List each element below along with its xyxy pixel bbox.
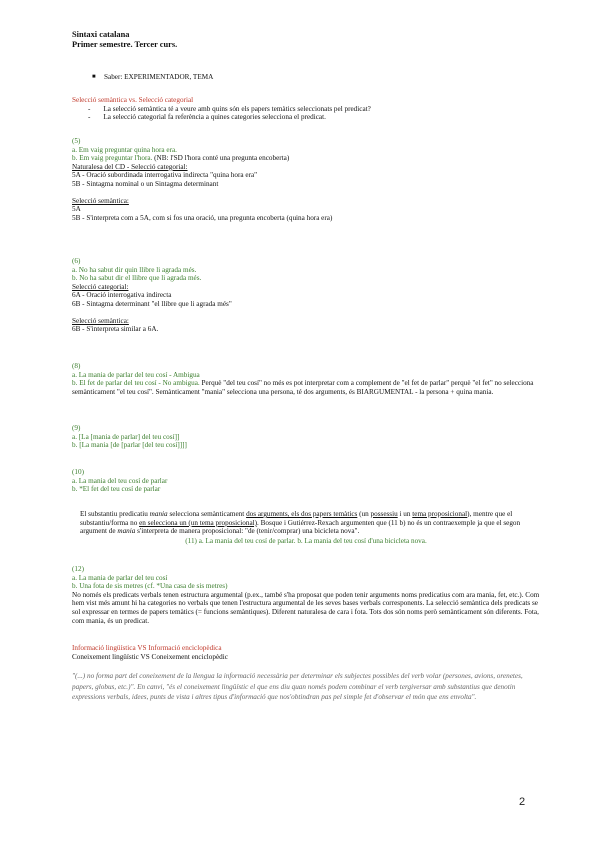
- section-title: Informació lingüística VS Informació enciclopèdica: [72, 644, 222, 652]
- example-b: b. No ha sabut dir el llibre que li agrada més.: [72, 274, 202, 283]
- example-6: [72, 257, 540, 334]
- example-number: (12): [72, 565, 84, 573]
- document-header: [72, 30, 540, 50]
- example-b: b. Una fota de sis metres (cf. *Una casa de sis metres): [72, 582, 228, 591]
- example-9: [72, 424, 540, 450]
- example-number: (9): [72, 424, 81, 432]
- example-a: a. No ha sabut dir quin llibre li agrada més.: [72, 265, 197, 274]
- subheading: Naturalesa del CD - Selecció categorial:: [72, 162, 188, 171]
- subheading: Selecció semàntica:: [72, 316, 129, 325]
- example-a: a. [La [mania de parlar] del teu cosí]]: [72, 432, 180, 441]
- quote: "(...) no forma part del coneixement de la llengua la informació necessària per determinar els subjectes possibles del verb volar (persones, avions, orenetes, papers, globus, etc.)". En canvi, "és el coneixement lingüístic el que ens diu quan només podem combinar el verb tergiversar amb substantius que denotin expressions verbals, idees, punts de vista i altres tipus d'informació que nos'obtindran pas pel simple fet d'observar el món que ens envolta".: [72, 672, 523, 702]
- section-semantic-vs-categorial: [72, 96, 540, 122]
- section-linguistic-vs-encyclopedic: [72, 644, 540, 703]
- section-title: Selecció semàntica vs. Selecció categorial: [72, 96, 194, 104]
- example-b: b. Em vaig preguntar l'hora. (NB: l'SD l'hora conté una pregunta encoberta): [72, 154, 290, 163]
- example-number: (10): [72, 468, 84, 476]
- example-8: [72, 362, 540, 396]
- subheading: Selecció semàntica:: [72, 196, 129, 205]
- list-item: - La selecció semàntica té a veure amb quins són els papers temàtics seleccionats pel predicat?: [88, 104, 371, 113]
- example-5: [72, 137, 540, 222]
- line: 6B - S'interpreta similar a 6A.: [72, 325, 159, 334]
- example-b: b. El fet de parlar del teu cosí - No ambigua. Perquè "del teu cosí" no més es pot interpretar com a complement de "el fet de parlar" perquè "el fet" no selecciona semànticament "el teu cosí". Semànticament "mania" selecciona una persona, té dos arguments, és BIARGUMENTAL - la persona + quina mania.: [72, 379, 534, 396]
- line: 5B - Sintagma nominal o un Sintagma determinant: [72, 179, 219, 188]
- example-b: b. [La mania [de [parlar [del teu cosí]]]]: [72, 441, 187, 450]
- example-a: a. La mania de parlar del teu cosí: [72, 573, 168, 582]
- line: 6A - Oració interrogativa indirecta: [72, 291, 172, 300]
- example-a: a. La mania del teu cosí de parlar: [72, 476, 168, 485]
- course-title: Sintaxi catalana: [72, 30, 130, 39]
- line: 5A: [72, 205, 81, 214]
- dash-icon: -: [88, 113, 91, 122]
- bullet-list: [72, 73, 540, 82]
- example-number: (5): [72, 137, 81, 145]
- page-number: 2: [519, 796, 526, 808]
- example-number: (8): [72, 362, 81, 370]
- example-a: a. Em vaig preguntar quina hora era.: [72, 145, 177, 154]
- example-11: (11) a. La mania del teu cosí de parlar. b. La mania del teu cosí d'una bicicleta nova.: [185, 536, 427, 545]
- paragraph: No només els predicats verbals tenen estructura argumental (p.ex., també s'ha proposat que poden tenir arguments noms predicatius com ara mania, fet, etc.). Com hem vist més amunt hi ha categories no verbals que tenen l'estructura argumental de les seves bases verbals corresponents. La selecció semàntica dels predicats se sol expressar en termes de papers temàtics (= funcions semàntiques). Diferent naturalesa de cara i fota. Tots dos són noms però semànticament són diferents. Fota, com mania, és un predicat.: [72, 590, 540, 625]
- example-12: [72, 565, 540, 625]
- example-a: a. La mania de parlar del teu cosí - Ambigua: [72, 370, 200, 379]
- dash-icon: -: [88, 104, 91, 113]
- line: 5A - Oració subordinada interrogativa indirecta "quina hora era": [72, 171, 258, 180]
- section-subtitle: Coneixement lingüístic VS Coneixement enciclopèdic: [72, 652, 228, 661]
- line: 5B - S'interpreta com a 5A, com si fos una oració, una pregunta encoberta (quina hora era): [72, 213, 333, 222]
- bullet-icon: ■: [92, 74, 96, 80]
- bullet-text: Saber: EXPERIMENTADOR, TEMA: [104, 73, 214, 81]
- example-number: (6): [72, 257, 81, 265]
- subheading: Selecció categorial:: [72, 282, 129, 291]
- paragraph: El substantiu predicatiu mania selecciona semànticament dos arguments, els dos papers temàtics (un possessiu i un tema proposicional), mentre que el substantiu/forma no en selecciona un (un tema proposicional). Bosque i Gutiérrez-Rexach argumenten que (11 b) no és un contraexemple ja que el segon argument de mania s'interpreta de manera proposicional: "de (tenir/comprar) una bicicleta nova".: [80, 510, 521, 536]
- example-b: b. *El fet del teu cosí de parlar: [72, 485, 161, 494]
- list-item: - La selecció categorial fa referència a quines categories selecciona el predicat.: [88, 113, 326, 122]
- line: 6B - Sintagma determinant "el llibre que li agrada més": [72, 299, 232, 308]
- course-subtitle: Primer semestre. Tercer curs.: [72, 40, 178, 49]
- example-10: [72, 468, 540, 494]
- example-10-explanation: [80, 510, 532, 545]
